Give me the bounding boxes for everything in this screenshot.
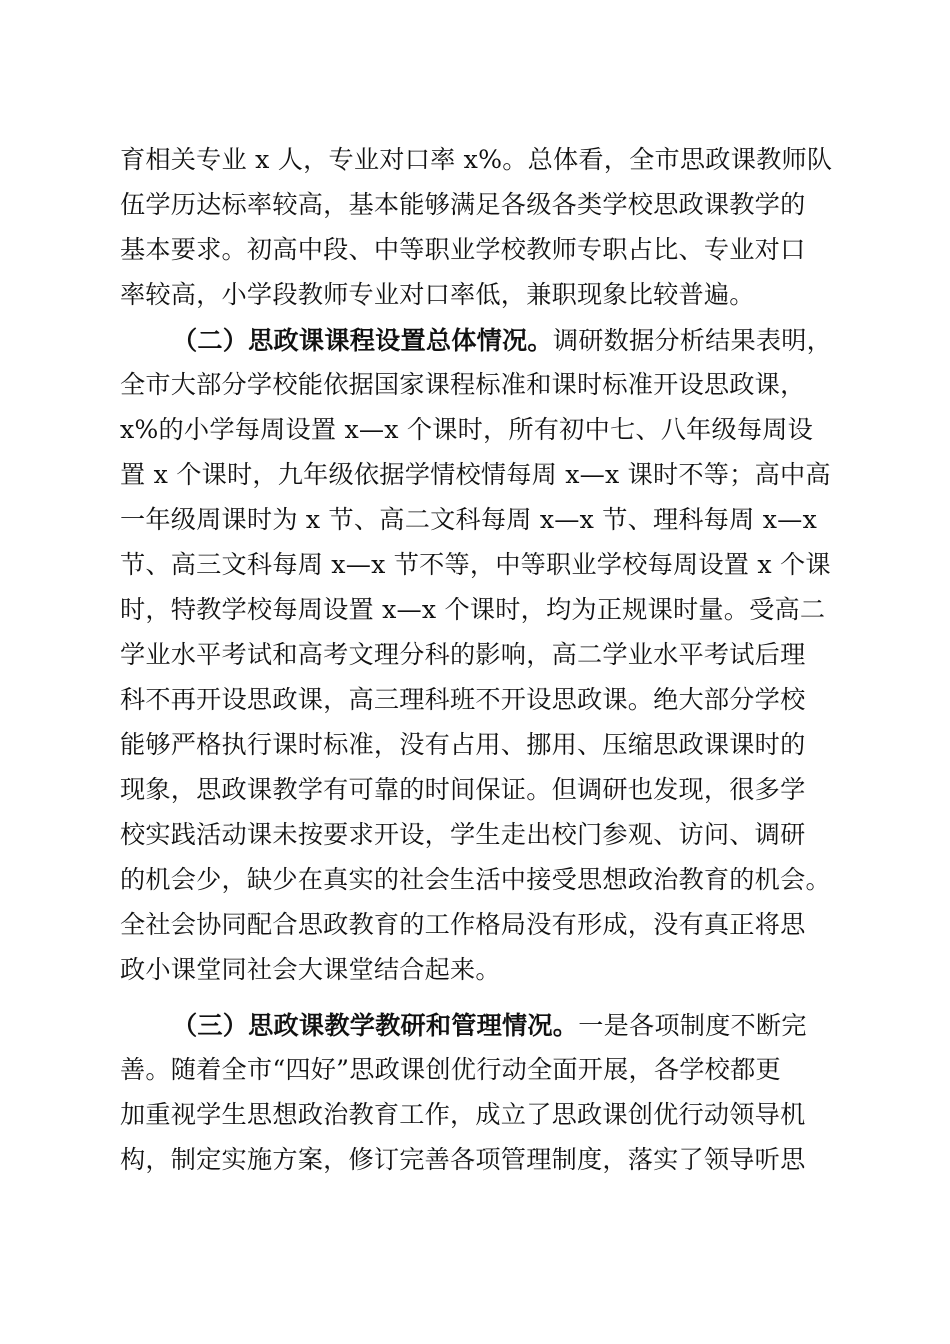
paragraph-line: 全市大部分学校能依据国家课程标准和课时标准开设思政课， bbox=[120, 370, 806, 399]
paragraph-line: 校实践活动课未按要求开设，学生走出校门参观、访问、调研 bbox=[120, 820, 806, 849]
paragraph-line: 科不再开设思政课，高三理科班不开设思政课。绝大部分学校 bbox=[120, 685, 806, 714]
paragraph-line: 节、高三文科每周 x—x 节不等，中等职业学校每周设置 x 个课 bbox=[120, 550, 831, 579]
paragraph-line: 时，特教学校每周设置 x—x 个课时，均为正规课时量。受高二 bbox=[120, 595, 826, 624]
paragraph-line: 一年级周课时为 x 节、高二文科每周 x—x 节、理科每周 x—x bbox=[120, 505, 817, 534]
paragraph-line: x%的小学每周设置 x—x 个课时，所有初中七、八年级每周设 bbox=[120, 415, 814, 444]
paragraph-line: 伍学历达标率较高，基本能够满足各级各类学校思政课教学的 bbox=[120, 190, 806, 219]
section-heading: （三）思政课教学教研和管理情况。 bbox=[172, 1010, 579, 1040]
paragraph-line: 加重视学生思想政治教育工作，成立了思政课创优行动领导机 bbox=[120, 1100, 806, 1129]
paragraph-text: 一是各项制度不断完 bbox=[578, 1011, 807, 1040]
paragraph-line: 的机会少，缺少在真实的社会生活中接受思想政治教育的机会。 bbox=[120, 865, 831, 894]
paragraph-line: 全社会协同配合思政教育的工作格局没有形成，没有真正将思 bbox=[120, 910, 806, 939]
paragraph-line: 基本要求。初高中段、中等职业学校教师专职占比、专业对口 bbox=[120, 235, 806, 264]
paragraph-line: 现象，思政课教学有可靠的时间保证。但调研也发现，很多学 bbox=[120, 775, 806, 804]
paragraph-line: 率较高，小学段教师专业对口率低，兼职现象比较普遍。 bbox=[120, 280, 755, 309]
paragraph-line: 育相关专业 x 人，专业对口率 x%。总体看，全市思政课教师队 bbox=[120, 145, 833, 174]
paragraph-first-line bbox=[172, 1003, 840, 1047]
paragraph-line: 学业水平考试和高考文理分科的影响，高二学业水平考试后理 bbox=[120, 640, 806, 669]
paragraph-line: 能够严格执行课时标准，没有占用、挪用、压缩思政课课时的 bbox=[120, 730, 806, 759]
paragraph-text: 调研数据分析结果表明， bbox=[552, 326, 833, 355]
paragraph-line: 构，制定实施方案，修订完善各项管理制度，落实了领导听思 bbox=[120, 1145, 806, 1174]
paragraph-line: 善。随着全市“四好”思政课创优行动全面开展，各学校都更 bbox=[120, 1055, 781, 1084]
paragraph-line: 置 x 个课时，九年级依据学情校情每周 x—x 课时不等；高中高 bbox=[120, 460, 831, 489]
section-heading: （二）思政课课程设置总体情况。 bbox=[172, 325, 553, 355]
paragraph-first-line bbox=[172, 318, 840, 362]
paragraph-line: 政小课堂同社会大课堂结合起来。 bbox=[120, 955, 501, 984]
